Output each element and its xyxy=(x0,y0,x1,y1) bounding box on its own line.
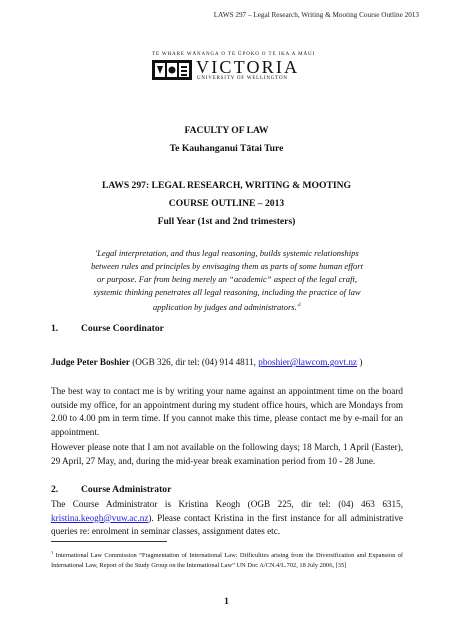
section-2-number: 2. xyxy=(51,484,59,495)
administrator-paragraph xyxy=(51,498,403,539)
course-title: LAWS 297: LEGAL RESEARCH, WRITING & MOOTING xyxy=(101,180,352,191)
course-outline-heading: COURSE OUTLINE – 2013 xyxy=(168,198,285,209)
page-number: 1 xyxy=(224,597,229,607)
coordinator-details: (OGB 326, dir tel: (04) 914 4811, xyxy=(129,357,259,367)
section-1-number: 1. xyxy=(51,323,59,334)
coordinator-close: ) xyxy=(357,357,363,367)
coordinator-name: Judge Peter Boshier xyxy=(51,357,130,367)
footnote-text: International Law Commission “Fragmentation of International Law: Difficulties arising from the Diversification and Expansion of International Law, Report of the Study Group on the International Law” UN Doc A/CN.4/L.702, 18 July 2006, [35] xyxy=(51,552,403,569)
footnote xyxy=(51,548,403,570)
footnote-marker: 1 xyxy=(51,550,54,555)
logo-name: VICTORIA xyxy=(196,57,300,77)
section-1-title: Course Coordinator xyxy=(81,323,164,334)
coordinator-email-link[interactable]: pboshier@lawcom.govt.nz xyxy=(258,357,358,367)
logo-motto: TE WHARE WĀNANGA O TE ŪPOKO O TE IKA A MĀUI xyxy=(152,52,316,57)
quote-text: 'Legal interpretation, and thus legal reasoning, builds systemic relationships between rules and principles by envisaging them as parts of some human effort or purpose. Far from being merely an “academic” aspect of the legal craft, systemic thinking penetrates all legal reasoning, including the practice of law application by judges and administrators.' xyxy=(90,248,364,312)
university-logo xyxy=(150,52,330,82)
availability-paragraph: However please note that I am not available on the following days; 18 March, 1 April (Easter), 29 April, 27 May, and, during the mid-year break examination period from 10 - 28 June. xyxy=(51,442,403,466)
course-term: Full Year (1st and 2nd trimesters) xyxy=(157,216,296,227)
coordinator-line xyxy=(51,356,403,370)
quote-footnote-ref[interactable]: 1 xyxy=(298,303,302,308)
running-header: LAWS 297 – Legal Research, Writing & Mooting Course Outline 2013 xyxy=(213,11,419,19)
faculty-heading: FACULTY OF LAW xyxy=(184,125,269,136)
faculty-maori-heading: Te Kauhanganui Tātai Ture xyxy=(169,143,284,154)
university-crest-icon xyxy=(152,60,192,80)
contact-paragraph: The best way to contact me is by writing your name against an appointment time on the board outside my office, for an appointment during my student office hours, which are Mondays from 2.00 to 4.00 pm in term time. If you cannot make this time, please contact me by e-mail for an appointment. xyxy=(51,386,403,437)
administrator-text-before: The Course Administrator is Kristina Keogh (OGB 225, dir tel: (04) 463 6315, xyxy=(51,499,403,509)
administrator-text-after: ). Please contact Kristina in the first instance for all administrative queries re: enrolment in seminar classes, assignment dates etc. xyxy=(51,512,403,537)
section-1-heading xyxy=(51,323,164,334)
section-2-title: Course Administrator xyxy=(81,484,172,495)
section-2-heading xyxy=(51,484,171,495)
administrator-email-link[interactable]: kristina.keogh@vuw.ac.nz xyxy=(51,512,149,523)
logo-subtitle: UNIVERSITY OF WELLINGTON xyxy=(197,76,288,81)
footnote-divider xyxy=(51,541,167,542)
epigraph-quote xyxy=(88,247,366,314)
